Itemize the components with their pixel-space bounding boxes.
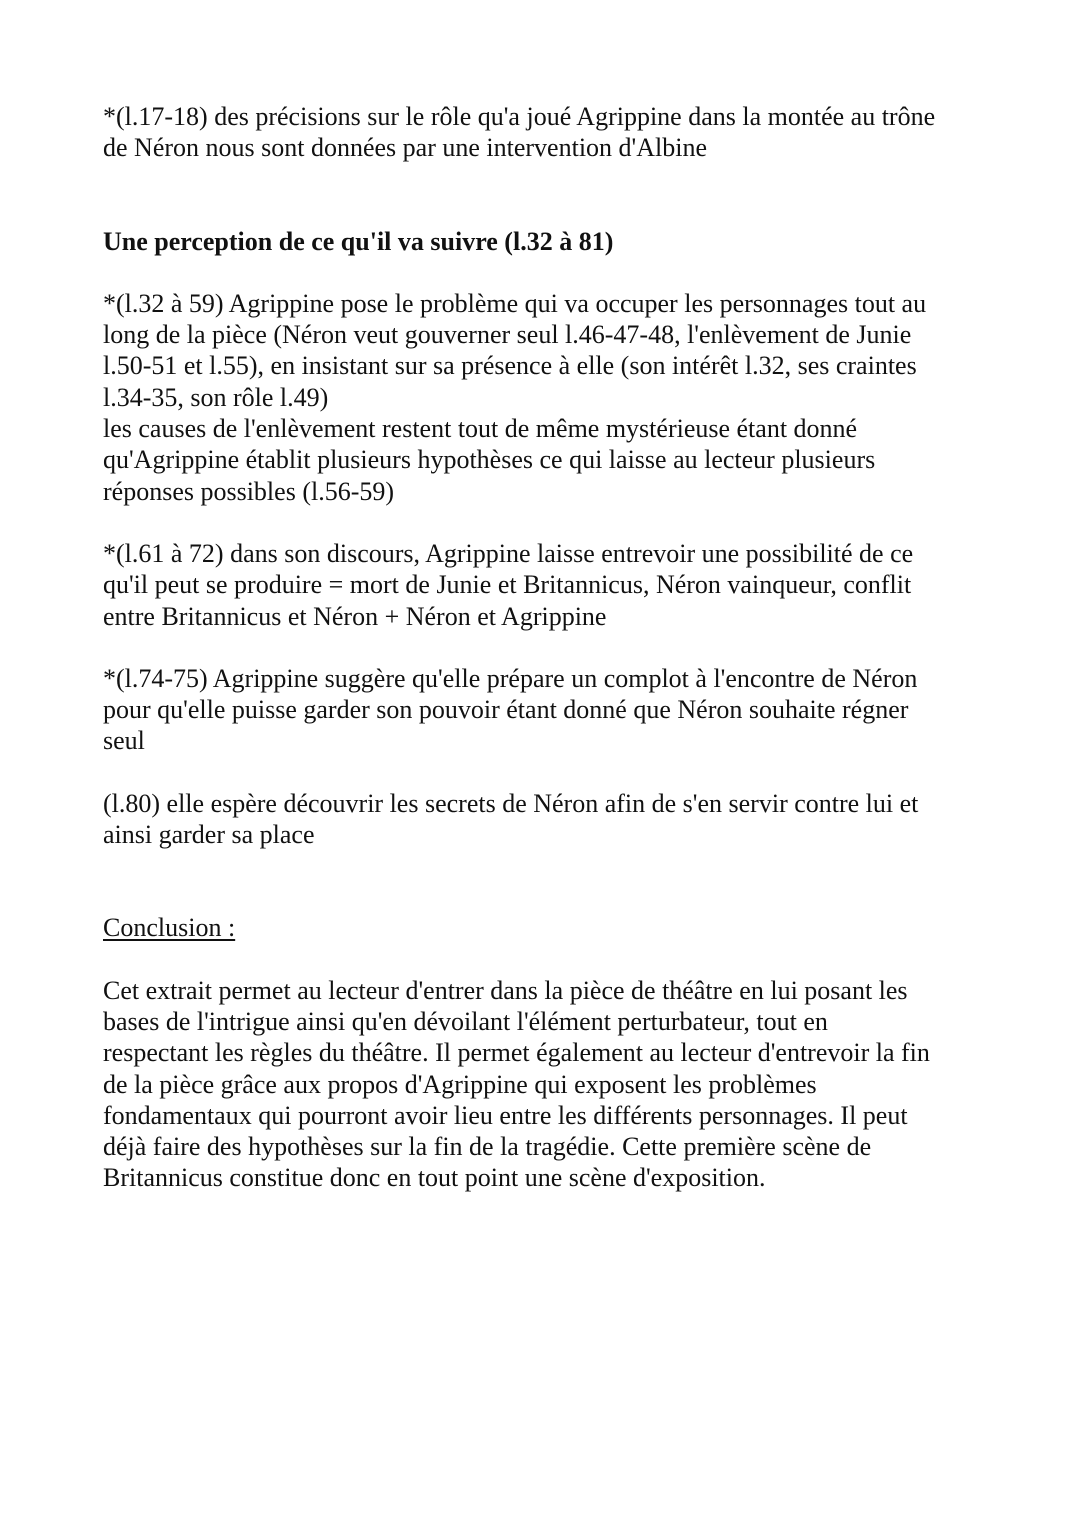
- text-line: long de la pièce (Néron veut gouverner seul l.46-47-48, l'enlèvement de Junie: [103, 320, 912, 350]
- paragraph-lines-61-72: [103, 538, 1003, 632]
- text-line: Britannicus constitue donc en tout point une scène d'exposition.: [103, 1163, 766, 1193]
- heading-text: Conclusion :: [103, 913, 236, 943]
- text-line: *(l.61 à 72) dans son discours, Agrippine laisse entrevoir une possibilité de ce: [103, 538, 914, 568]
- text-line: l.50-51 et l.55), en insistant sur sa présence à elle (son intérêt l.32, ses craintes: [103, 351, 917, 381]
- paragraph-intro: [103, 101, 1003, 164]
- text-line: déjà faire des hypothèses sur la fin de la tragédie. Cette première scène de: [103, 1132, 872, 1162]
- paragraph-line-80: [103, 788, 1003, 851]
- text-line: qu'il peut se produire = mort de Junie et Britannicus, Néron vainqueur, conflit: [103, 570, 912, 600]
- section-heading-conclusion: [103, 912, 1003, 943]
- text-line: entre Britannicus et Néron + Néron et Agrippine: [103, 601, 607, 631]
- text-line: les causes de l'enlèvement restent tout de même mystérieuse étant donné: [103, 414, 858, 444]
- text-line: de la pièce grâce aux propos d'Agrippine qui exposent les problèmes: [103, 1069, 817, 1099]
- text-line: seul: [103, 726, 145, 756]
- text-line: (l.80) elle espère découvrir les secrets de Néron afin de s'en servir contre lui et: [103, 788, 919, 818]
- text-line: bases de l'intrigue ainsi qu'en dévoilant l'élément perturbateur, tout en: [103, 1006, 828, 1036]
- text-line: *(l.32 à 59) Agrippine pose le problème qui va occuper les personnages tout au: [103, 288, 927, 318]
- text-line: réponses possibles (l.56-59): [103, 476, 395, 506]
- document-page: [103, 101, 1003, 1194]
- section-heading-perception: [103, 226, 1003, 257]
- paragraph-conclusion: [103, 975, 1003, 1194]
- paragraph-lines-74-75: [103, 663, 1003, 757]
- heading-text: Une perception de ce qu'il va suivre (l.32 à 81): [103, 226, 614, 256]
- text-line: *(l.74-75) Agrippine suggère qu'elle prépare un complot à l'encontre de Néron: [103, 663, 918, 693]
- text-line: Cet extrait permet au lecteur d'entrer dans la pièce de théâtre en lui posant les: [103, 975, 908, 1005]
- text-line: fondamentaux qui pourront avoir lieu entre les différents personnages. Il peut: [103, 1100, 908, 1130]
- text-line: de Néron nous sont données par une intervention d'Albine: [103, 133, 707, 163]
- text-line: qu'Agrippine établit plusieurs hypothèses ce qui laisse au lecteur plusieurs: [103, 445, 876, 475]
- paragraph-lines-32-59: [103, 288, 1003, 507]
- text-line: *(l.17-18) des précisions sur le rôle qu'a joué Agrippine dans la montée au trône: [103, 102, 936, 131]
- text-line: ainsi garder sa place: [103, 820, 315, 850]
- text-line: pour qu'elle puisse garder son pouvoir étant donné que Néron souhaite régner: [103, 695, 909, 725]
- text-line: respectant les règles du théâtre. Il permet également au lecteur d'entrevoir la fin: [103, 1038, 930, 1068]
- text-line: l.34-35, son rôle l.49): [103, 382, 329, 412]
